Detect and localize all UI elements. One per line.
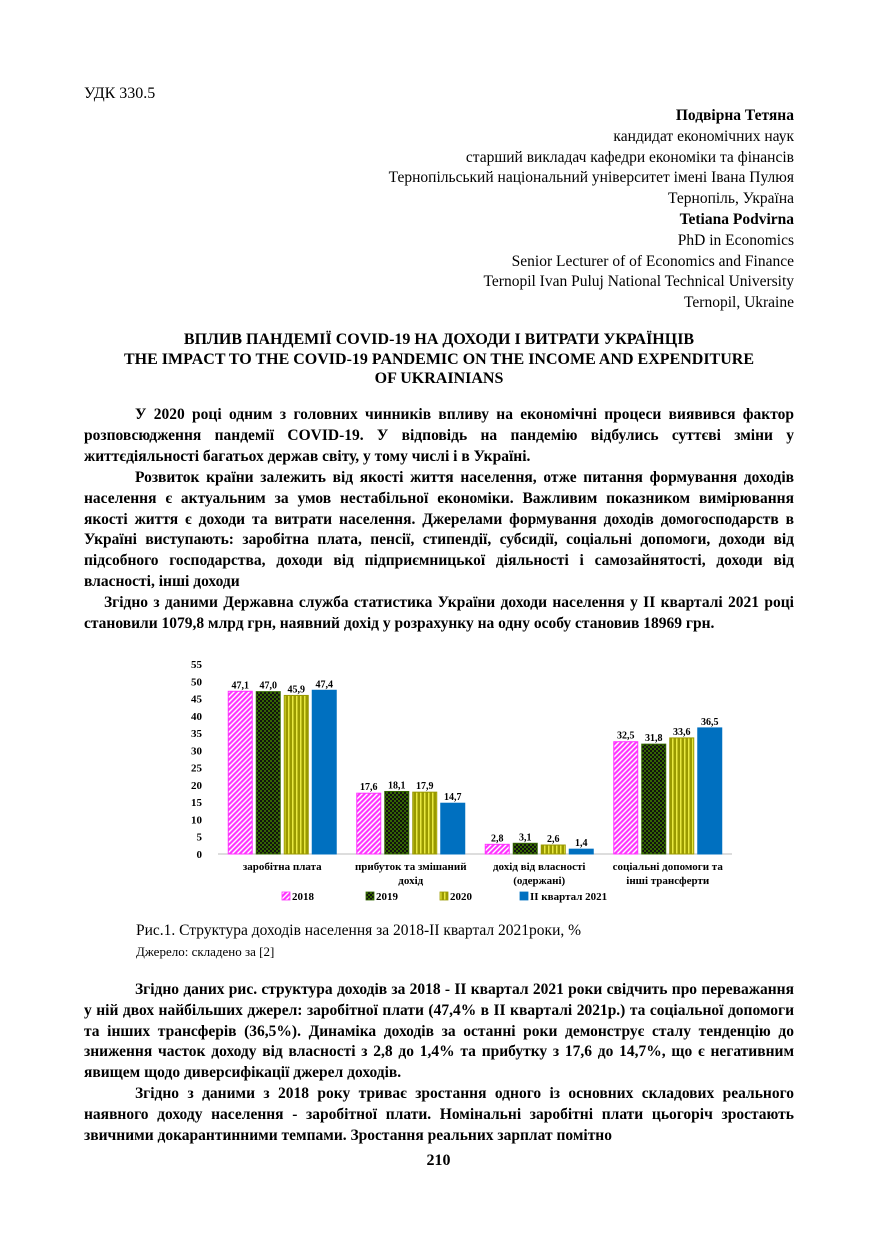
data-label: 36,5 <box>701 716 719 728</box>
bar <box>642 744 666 854</box>
data-label: 2,8 <box>491 833 504 845</box>
bar <box>385 791 409 854</box>
paragraph-5: Згідно з даними з 2018 року триває зростання одного із основних складових реального наявного доходу населення - заробітної плати. Номінальні заробітні плати цьогоріч зростають звичними докарантинними темпами. Зростання реальних зарплат помітно <box>84 1085 794 1144</box>
author-degree-en: PhD in Economics <box>677 231 794 249</box>
legend-label: 2020 <box>450 891 472 903</box>
author-city-ua: Тернопіль, Україна <box>668 190 794 208</box>
author-university-en: Ternopil Ivan Puluj National Technical University <box>483 273 794 291</box>
legend-swatch <box>366 892 374 900</box>
y-tick-label: 50 <box>191 676 202 689</box>
y-tick-label: 0 <box>196 849 202 861</box>
bar <box>485 844 509 854</box>
bar <box>614 742 638 854</box>
bar <box>569 849 593 854</box>
bar <box>541 845 565 854</box>
bar <box>357 793 381 854</box>
data-label: 3,1 <box>519 832 532 844</box>
legend-swatch <box>282 892 290 900</box>
y-tick-label: 5 <box>196 831 202 844</box>
title-ua: ВПЛИВ ПАНДЕМІЇ COVID-19 НА ДОХОДИ І ВИТРАТИ УКРАЇНЦІВ <box>183 331 695 348</box>
figure-source: Джерело: складено за [2] <box>136 944 275 959</box>
y-tick-label: 40 <box>191 710 202 723</box>
y-tick-label: 10 <box>191 814 202 827</box>
category-label: заробітна плата <box>242 861 322 873</box>
paragraph-4: Згідно даних рис. структура доходів за 2018 - ІІ квартал 2021 роки свідчить про переважання у ній двох найбільших джерел: заробітної плати (47,4% в ІІ кварталі 2021р.) та соціальної допомоги та інших трансферів (36,5%). Динаміка доходів за останні роки демонструє сталу тенденцію до зниження часток доходу від власності з 2,8 до 1,4% та прибутку з 17,6 до 14,7%, що є негативним явищем щодо диверсифікації джерел доходів. <box>84 981 794 1082</box>
data-label: 32,5 <box>617 730 635 742</box>
paragraph-1: У 2020 році одним з головних чинників впливу на економічні процеси виявився фактор розповсюдження пандемії COVID-19. У відповідь на пандемію відбулись суттєві зміни у життєдіяльності багатьох держав світу, у тому числі і в Україні. <box>84 406 794 465</box>
bar <box>513 843 537 854</box>
legend-swatch <box>520 892 528 900</box>
y-tick-label: 15 <box>191 797 202 810</box>
data-label: 47,4 <box>315 679 333 691</box>
data-label: 1,4 <box>575 838 588 850</box>
title-en-line2: OF UKRAINIANS <box>374 370 504 387</box>
category-label: дохід від власності <box>492 861 586 873</box>
figure-caption: Рис.1. Структура доходів населення за 2018-ІІ квартал 2021роки, % <box>136 922 582 939</box>
bar <box>441 803 465 854</box>
paper-title <box>84 330 794 389</box>
author-block <box>389 106 794 314</box>
y-tick-label: 25 <box>191 762 202 775</box>
income-structure-chart <box>180 656 740 918</box>
category-label: дохід <box>398 875 424 887</box>
bar <box>670 738 694 854</box>
bar <box>413 792 437 854</box>
category-label: інші трансферти <box>626 875 710 887</box>
author-city-en: Ternopil, Ukraine <box>684 294 794 312</box>
bar <box>284 695 308 854</box>
data-label: 31,8 <box>645 733 663 745</box>
data-label: 47,1 <box>231 680 249 692</box>
bar <box>228 691 252 854</box>
data-label: 2,6 <box>547 834 560 846</box>
data-label: 14,7 <box>444 792 462 804</box>
author-name-en: Tetiana Podvirna <box>679 210 794 228</box>
y-tick-label: 30 <box>191 745 202 758</box>
category-label: прибуток та змішаний <box>354 861 467 873</box>
bar <box>698 728 722 854</box>
category-label: соціальні допомоги та <box>612 861 723 873</box>
chart-svg <box>180 656 740 918</box>
y-tick-label: 45 <box>191 693 202 706</box>
data-label: 17,6 <box>360 782 378 794</box>
author-position-en: Senior Lecturer of of Economics and Finance <box>511 252 794 270</box>
author-position-ua: старший викладач кафедри економіки та фінансів <box>465 148 794 166</box>
legend-label: 2018 <box>292 891 314 903</box>
title-en-line1: THE IMPACT TO THE COVID-19 PANDEMIC ON THE INCOME AND EXPENDITURE <box>124 350 754 368</box>
paragraph-2: Розвиток країни залежить від якості життя населення, отже питання формування доходів населення є актуальним за умов нестабільної економіки. Важливим показником вимірювання якості життя є доходи та витрати населення. Джерелами формування доходів домогосподарств в Україні виступають: заробітна плата, пенсії, стипендії, субсидії, соціальні допомоги, доходи від підсобного господарства, доходи від підприємницької діяльності і самозайнятості, доходи від власності, інші доходи <box>84 469 794 590</box>
legend-label: ІІ квартал 2021 <box>530 891 608 903</box>
y-tick-label: 35 <box>191 728 202 741</box>
data-label: 33,6 <box>673 726 691 738</box>
data-label: 45,9 <box>287 684 305 696</box>
data-label: 18,1 <box>388 780 406 792</box>
author-name-ua: Подвірна Тетяна <box>675 107 794 124</box>
data-label: 47,0 <box>259 680 277 692</box>
paragraph-3: Згідно з даними Державна служба статистика України доходи населення у ІІ кварталі 2021 році становили 1079,8 млрд грн, наявний дохід у розрахунку на одну особу становив 18969 грн. <box>84 594 794 632</box>
bar <box>312 690 336 854</box>
page-number: 210 <box>426 1152 451 1169</box>
bar <box>256 692 280 854</box>
legend-swatch <box>440 892 448 900</box>
author-degree-ua: кандидат економічних наук <box>613 127 794 145</box>
author-university-ua: Тернопільський національний університет імені Івана Пулюя <box>388 169 794 187</box>
udk-code: УДК 330.5 <box>84 85 156 102</box>
y-tick-label: 55 <box>191 659 202 671</box>
category-label: (одержані) <box>513 875 566 887</box>
data-label: 17,9 <box>416 781 434 793</box>
legend-label: 2019 <box>376 891 398 903</box>
y-tick-label: 20 <box>191 779 202 792</box>
